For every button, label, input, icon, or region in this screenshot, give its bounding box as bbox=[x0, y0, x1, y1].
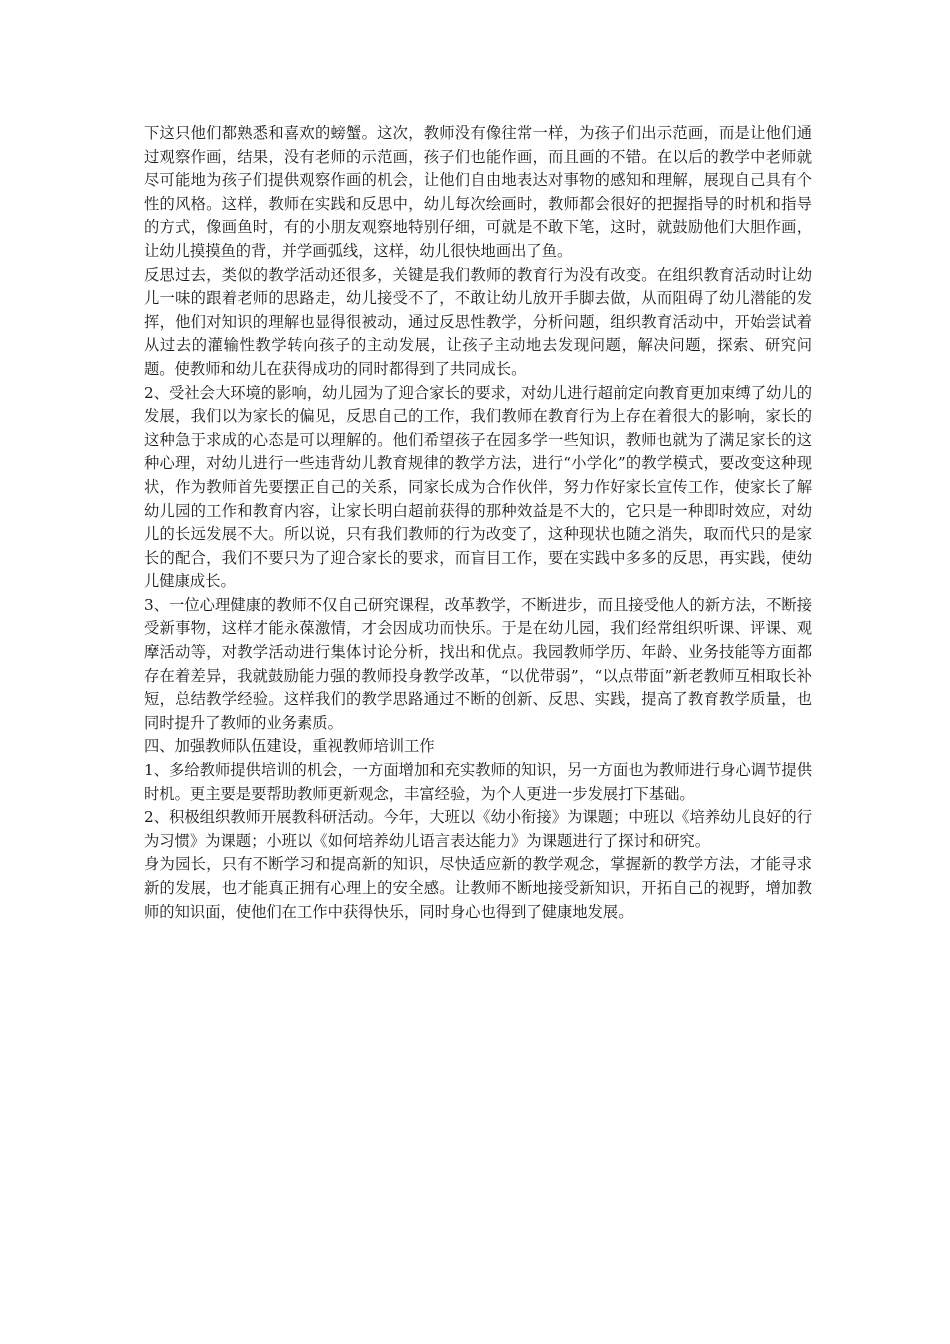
paragraph-continuation: 下这只他们都熟悉和喜欢的螃蟹。这次，教师没有像往常一样，为孩子们出示范画，而是让他们通过观察作画，结果，没有老师的示范画，孩子们也能作画，而且画的不错。在以后的教学中老师就尽可能地为孩子们提供观察作画的机会，让他们自由地表达对事物的感知和理解，展现自己具有个性的风格。这样，教师在实践和反思中，幼儿每次绘画时，教师都会很好的把握指导的时机和指导的方式，像画鱼时，有的小朋友观察地特别仔细，可就是不敢下笔，这时，就鼓励他们大胆作画，让幼儿摸摸鱼的背，并学画弧线，这样，幼儿很快地画出了鱼。 bbox=[144, 124, 812, 260]
paragraph-point-2: 2、受社会大环境的影响，幼儿园为了迎合家长的要求，对幼儿进行超前定向教育更加束缚了幼儿的发展，我们以为家长的偏见，反思自己的工作，我们教师在教育行为上存在着很大的影响，家长的这种急于求成的心态是可以理解的。他们希望孩子在园多学一些知识，教师也就为了满足家长的这种心理，对幼儿进行一些违背幼儿教育规律的教学方法，进行“小学化”的教学模式，要改变这种现状，作为教师首先要摆正自己的关系，同家长成为合作伙伴，努力作好家长宣传工作，使家长了解幼儿园的工作和教育内容，让家长明白超前获得的那种效益是不大的，它只是一种即时效应，对幼儿的长远发展不大。所以说，只有我们教师的行为改变了，这种现状也随之消失，取而代只的是家长的配合，我们不要只为了迎合家长的要求，而盲目工作，要在实践中多多的反思，再实践，使幼儿健康成长。 bbox=[144, 383, 812, 591]
paragraph-training-1: 1、多给教师提供培训的机会，一方面增加和充实教师的知识，另一方面也为教师进行身心调节提供时机。更主要是要帮助教师更新观念，丰富经验，为个人更进一步发展打下基础。 bbox=[144, 761, 812, 803]
section-heading-4: 四、加强教师队伍建设，重视教师培训工作 bbox=[144, 737, 435, 756]
paragraph-point-3: 3、一位心理健康的教师不仅自己研究课程，改革教学，不断进步，而且接受他人的新方法，不断接受新事物，这样才能永葆激情，才会因成功而快乐。于是在幼儿园，我们经常组织听课、评课、观摩活动等，对教学活动进行集体讨论分析，找出和优点。我园教师学历、年龄、业务技能等方面都存在着差异，我就鼓励能力强的教师投身教学改革，“以优带弱”，“以点带面”新老教师互相取长补短，总结教学经验。这样我们的教学思路通过不断的创新、反思、实践，提高了教育教学质量，也同时提升了教师的业务素质。 bbox=[144, 595, 812, 732]
paragraph-conclusion: 身为园长，只有不断学习和提高新的知识，尽快适应新的教学观念，掌握新的教学方法，才能寻求新的发展，也才能真正拥有心理上的安全感。让教师不断地接受新知识，开拓自己的视野，增加教师的知识面，使他们在工作中获得快乐，同时身心也得到了健康地发展。 bbox=[144, 855, 812, 921]
document-body bbox=[144, 122, 812, 924]
paragraph-training-2: 2、积极组织教师开展教科研活动。今年，大班以《幼小衔接》为课题；中班以《培养幼儿良好的行为习惯》为课题；小班以《如何培养幼儿语言表达能力》为课题进行了探讨和研究。 bbox=[144, 808, 812, 850]
paragraph-reflection: 反思过去，类似的教学活动还很多，关键是我们教师的教育行为没有改变。在组织教育活动时让幼儿一味的跟着老师的思路走，幼儿接受不了，不敢让幼儿放开手脚去做，从而阻碍了幼儿潜能的发挥，他们对知识的理解也显得很被动，通过反思性教学，分析问题，组织教育活动中，开始尝试着从过去的灌输性教学转向孩子的主动发展，让孩子主动地去发现问题，解决问题，探索、研究问题。使教师和幼儿在获得成功的同时都得到了共同成长。 bbox=[144, 265, 812, 378]
